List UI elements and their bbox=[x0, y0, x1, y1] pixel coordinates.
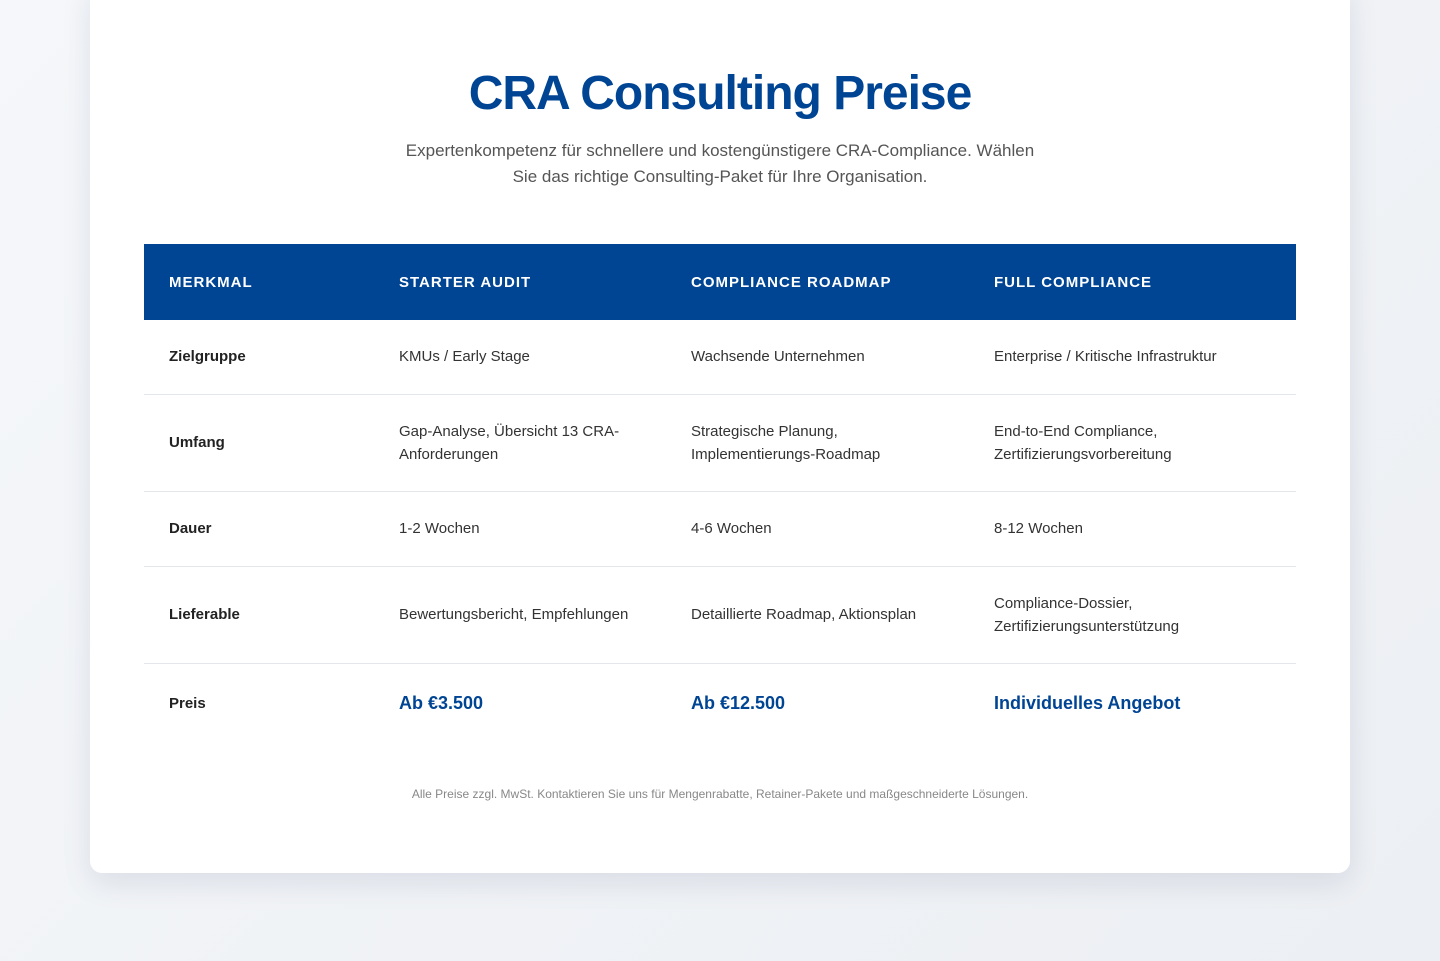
pricing-table-header bbox=[144, 244, 1296, 320]
table-cell: 4-6 Wochen bbox=[666, 491, 969, 566]
pricing-table bbox=[144, 244, 1296, 743]
column-header-full-compliance: FULL COMPLIANCE bbox=[969, 244, 1296, 320]
table-row-umfang bbox=[144, 394, 1296, 491]
table-cell: Detaillierte Roadmap, Aktionsplan bbox=[666, 566, 969, 663]
page-title: CRA Consulting Preise bbox=[468, 67, 972, 120]
table-cell: KMUs / Early Stage bbox=[374, 320, 666, 394]
price-compliance-roadmap: Ab €12.500 bbox=[691, 692, 786, 713]
column-header-compliance-roadmap: COMPLIANCE ROADMAP bbox=[666, 244, 969, 320]
table-cell: Bewertungsbericht, Empfehlungen bbox=[374, 566, 666, 663]
header-row bbox=[144, 244, 1296, 320]
table-cell: 8-12 Wochen bbox=[969, 491, 1296, 566]
row-label: Preis bbox=[169, 694, 206, 712]
table-row-preis bbox=[144, 663, 1296, 743]
table-cell: Enterprise / Kritische Infrastruktur bbox=[969, 320, 1296, 394]
table-cell: Gap-Analyse, Übersicht 13 CRA-Anforderungen bbox=[374, 394, 666, 491]
table-cell: End-to-End Compliance, Zertifizierungsvorbereitung bbox=[969, 394, 1296, 491]
page-subtitle: Expertenkompetenz für schnellere und kostengünstigere CRA-Compliance. Wählen Sie das richtige Consulting-Paket für Ihre Organisation. bbox=[405, 141, 1035, 186]
column-header-feature: MERKMAL bbox=[144, 244, 374, 320]
table-cell: Compliance-Dossier, Zertifizierungsunterstützung bbox=[969, 566, 1296, 663]
table-cell: Wachsende Unternehmen bbox=[666, 320, 969, 394]
table-cell: 1-2 Wochen bbox=[374, 491, 666, 566]
table-row-zielgruppe bbox=[144, 320, 1296, 394]
pricing-footnote: Alle Preise zzgl. MwSt. Kontaktieren Sie uns für Mengenrabatte, Retainer-Pakete und maßgeschneiderte Lösungen. bbox=[411, 787, 1029, 801]
row-label: Dauer bbox=[144, 491, 374, 566]
pricing-card bbox=[90, 0, 1350, 873]
pricing-table-body bbox=[144, 320, 1296, 743]
table-cell: Strategische Planung, Implementierungs-Roadmap bbox=[666, 394, 969, 491]
price-starter-audit: Ab €3.500 bbox=[399, 692, 484, 713]
table-row-dauer bbox=[144, 491, 1296, 566]
row-label: Lieferable bbox=[144, 566, 374, 663]
price-full-compliance: Individuelles Angebot bbox=[994, 692, 1181, 713]
row-label: Zielgruppe bbox=[144, 320, 374, 394]
row-label: Umfang bbox=[144, 394, 374, 491]
column-header-starter-audit: STARTER AUDIT bbox=[374, 244, 666, 320]
table-row-lieferable bbox=[144, 566, 1296, 663]
